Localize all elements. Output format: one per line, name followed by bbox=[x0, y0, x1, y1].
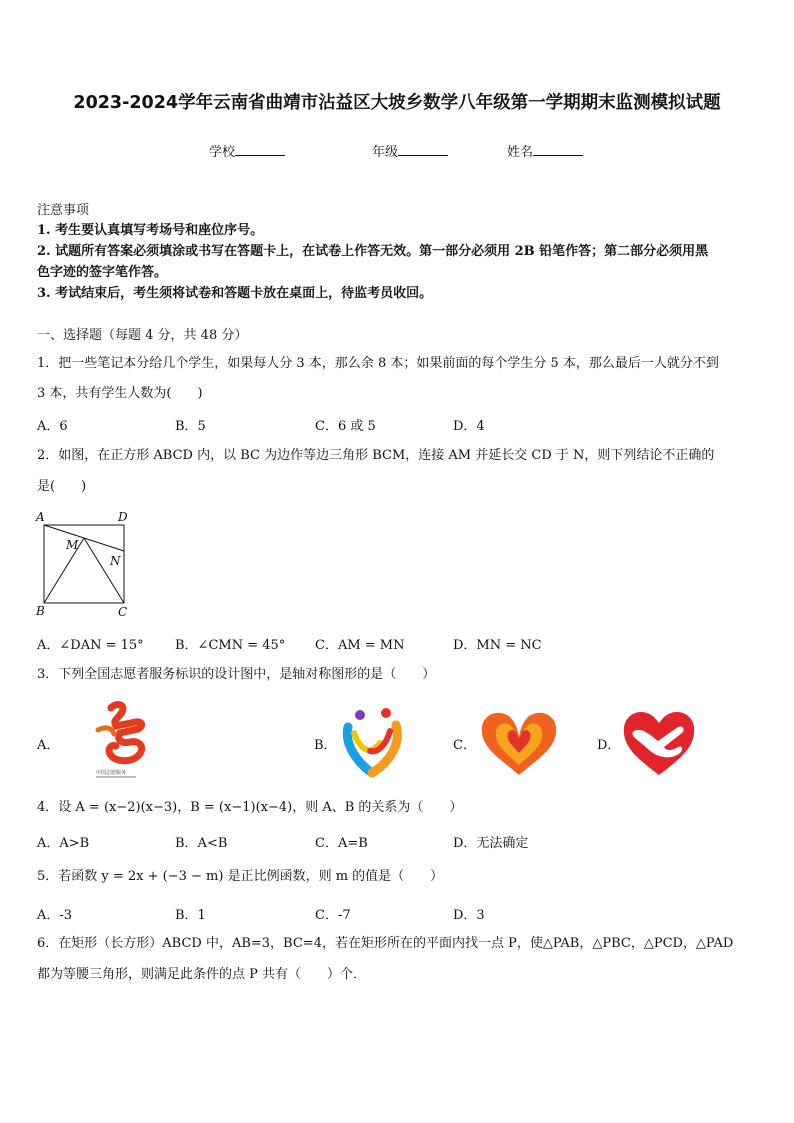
notes-heading: 注意事项 bbox=[37, 203, 90, 218]
q3-option-d[interactable]: D． bbox=[597, 738, 621, 753]
q6-line1: 6．在矩形（长方形）ABCD 中，AB=3，BC=4，若在矩形所在的平面内找一点 P，使△PAB，△PBC，△PCD，△PAD bbox=[37, 936, 734, 951]
note-item-2-cont: 色字迹的签字笔作答。 bbox=[37, 265, 168, 280]
section-heading: 一、选择题（每题 4 分，共 48 分） bbox=[37, 328, 248, 343]
note-item-2: 2. 试题所有答案必须填涂或书写在答题卡上，在试卷上作答无效。第一部分必须用 2B 铅笔作答；第二部分必须用黑 bbox=[37, 244, 709, 259]
q2-option-a[interactable]: A．∠DAN = 15° bbox=[37, 638, 144, 653]
logo-a-caption: 中国志愿服务 bbox=[96, 770, 127, 776]
q4-option-a[interactable]: A．A>B bbox=[37, 836, 90, 851]
name-field[interactable] bbox=[507, 141, 583, 160]
q1-line2: 3 本，共有学生人数为( ) bbox=[37, 386, 203, 401]
label-a: A bbox=[36, 510, 45, 524]
grade-blank[interactable] bbox=[398, 143, 448, 156]
segment-mn bbox=[84, 538, 124, 551]
q2-option-c[interactable]: C．AM = MN bbox=[315, 638, 405, 653]
page-title: 2023-2024学年云南省曲靖市沾益区大坡乡数学八年级第一学期期末监测模拟试题 bbox=[73, 93, 721, 113]
q2-option-b[interactable]: B．∠CMN = 45° bbox=[175, 638, 286, 653]
q3-option-a[interactable]: A． bbox=[37, 738, 60, 753]
q1-option-c[interactable]: C．6 或 5 bbox=[315, 419, 376, 434]
q4-option-c[interactable]: C．A=B bbox=[315, 836, 368, 851]
segment-cm bbox=[84, 538, 124, 603]
q1-option-b[interactable]: B．5 bbox=[175, 419, 206, 434]
school-blank[interactable] bbox=[235, 143, 285, 156]
segment-am bbox=[44, 525, 84, 538]
q2-line1: 2．如图，在正方形 ABCD 内，以 BC 为边作等边三角形 BCM，连接 AM 并延长交 CD 于 N，则下列结论不正确的 bbox=[37, 448, 715, 463]
q3-option-b[interactable]: B． bbox=[314, 738, 337, 753]
note-item-3: 3. 考试结束后，考生须将试卷和答题卡放在桌面上，待监考员收回。 bbox=[37, 286, 433, 301]
q5-line1: 5．若函数 y = 2x + (−3 − m) 是正比例函数，则 m 的值是（ ） bbox=[37, 869, 444, 884]
school-label: 学校 bbox=[209, 145, 236, 160]
q4-line1: 4．设 A = (x−2)(x−3)，B = (x−1)(x−4)，则 A、B 的关系为（ ） bbox=[37, 800, 463, 815]
volunteer-logo-b-icon bbox=[340, 705, 405, 780]
q1-option-d[interactable]: D．4 bbox=[453, 419, 485, 434]
label-c: C bbox=[118, 605, 128, 619]
q2-line2: 是( ) bbox=[37, 479, 87, 494]
q1-option-a[interactable]: A．6 bbox=[37, 419, 68, 434]
q4-option-b[interactable]: B．A<B bbox=[175, 836, 228, 851]
q5-option-d[interactable]: D．3 bbox=[453, 908, 485, 923]
q5-option-b[interactable]: B．1 bbox=[175, 908, 206, 923]
name-blank[interactable] bbox=[533, 143, 583, 156]
volunteer-logo-d-icon bbox=[620, 705, 698, 777]
volunteer-logo-a-icon bbox=[86, 700, 156, 780]
note-item-1: 1. 考生要认真填写考场号和座位序号。 bbox=[37, 223, 264, 238]
q5-option-c[interactable]: C．-7 bbox=[315, 908, 351, 923]
grade-label: 年级 bbox=[372, 145, 399, 160]
q3-option-c[interactable]: C． bbox=[453, 738, 476, 753]
q4-option-d[interactable]: D．无法确定 bbox=[453, 836, 529, 851]
volunteer-logo-c-icon bbox=[478, 705, 560, 777]
q6-line2: 都为等腰三角形，则满足此条件的点 P 共有（ ）个． bbox=[37, 967, 367, 982]
grade-field[interactable] bbox=[372, 141, 448, 160]
q5-option-a[interactable]: A．-3 bbox=[37, 908, 73, 923]
label-m: M bbox=[66, 538, 79, 552]
name-label: 姓名 bbox=[507, 145, 534, 160]
label-b: B bbox=[36, 604, 45, 618]
label-d: D bbox=[118, 510, 128, 524]
q2-square-figure bbox=[30, 505, 140, 620]
q2-option-d[interactable]: D．MN = NC bbox=[453, 638, 542, 653]
q1-line1: 1．把一些笔记本分给几个学生，如果每人分 3 本，那么余 8 本；如果前面的每个学生分 5 本，那么最后一人就分不到 bbox=[37, 356, 719, 371]
label-n: N bbox=[110, 554, 121, 568]
school-field[interactable] bbox=[209, 141, 285, 160]
q3-line1: 3．下列全国志愿者服务标识的设计图中，是轴对称图形的是（ ） bbox=[37, 667, 436, 682]
